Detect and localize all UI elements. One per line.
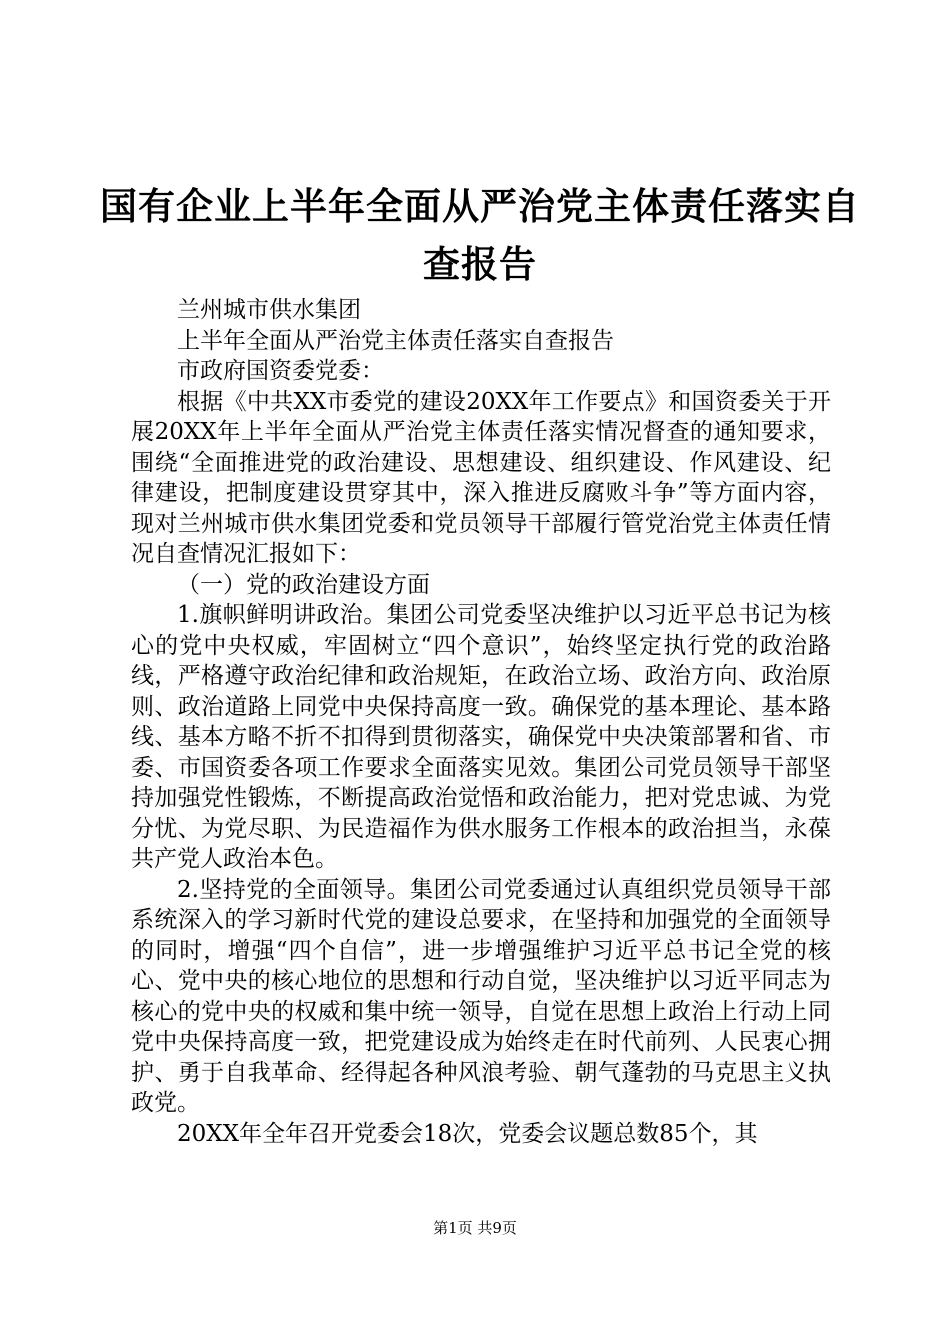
document-body (131, 295, 831, 1149)
paragraph-item-1: 1.旗帜鲜明讲政治。集团公司党委坚决维护以习近平总书记为核心的党中央权威，牢固树立“四个意识”，始终坚定执行党的政治路线，严格遵守政治纪律和政治规矩，在政治立场、政治方向、政治原则、政治道路上同党中央保持高度一致。确保党的基本理论、基本路线、基本方略不折不扣得到贯彻落实，确保党中央决策部署和省、市委、市国资委各项工作要求全面落实见效。集团公司党员领导干部坚持加强党性锻炼，不断提高政治觉悟和政治能力，把对党忠诚、为党分忧、为党尽职、为民造福作为供水服务工作根本的政治担当，永葆共产党人政治本色。 (131, 602, 831, 872)
paragraph-report-name: 上半年全面从严治党主体责任落实自查报告 (177, 327, 614, 354)
paragraph-item-2: 2.坚持党的全面领导。集团公司党委通过认真组织党员领导干部系统深入的学习新时代党的建设总要求，在坚持和加强党的全面领导的同时，增强“四个自信”，进一步增强维护习近平总书记全党的核心、党中央的核心地位的思想和行动自觉，坚决维护以习近平同志为核心的党中央的权威和集中统一领导，自觉在思想上政治上行动上同党中央保持高度一致，把党建设成为始终走在时代前列、人民衷心拥护、勇于自我革命、经得起各种风浪考验、朝气蓬勃的马克思主义执政党。 (131, 876, 831, 1116)
paragraph-intro: 根据《中共XX市委党的建设20XX年工作要点》和国资委关于开展20XX年上半年全面从严治党主体责任落实情况督查的通知要求，围绕“全面推进党的政治建设、思想建设、组织建设、作风建设、纪律建设，把制度建设贯穿其中，深入推进反腐败斗争”等方面内容，现对兰州城市供水集团党委和党员领导干部履行管党治党主体责任情况自查情况汇报如下： (131, 388, 831, 567)
document-title: 国有企业上半年全面从严治党主体责任落实自查报告 (100, 185, 860, 286)
paragraph-addressee: 市政府国资委党委： (177, 358, 384, 384)
section-heading: （一）党的政治建设方面 (177, 571, 430, 598)
paragraph-org: 兰州城市供水集团 (177, 297, 361, 323)
paragraph-meetings: 20XX年全年召开党委会18次，党委会议题总数85个，其 (177, 1120, 758, 1147)
page-number-footer: 第1页 共9页 (433, 1219, 517, 1237)
